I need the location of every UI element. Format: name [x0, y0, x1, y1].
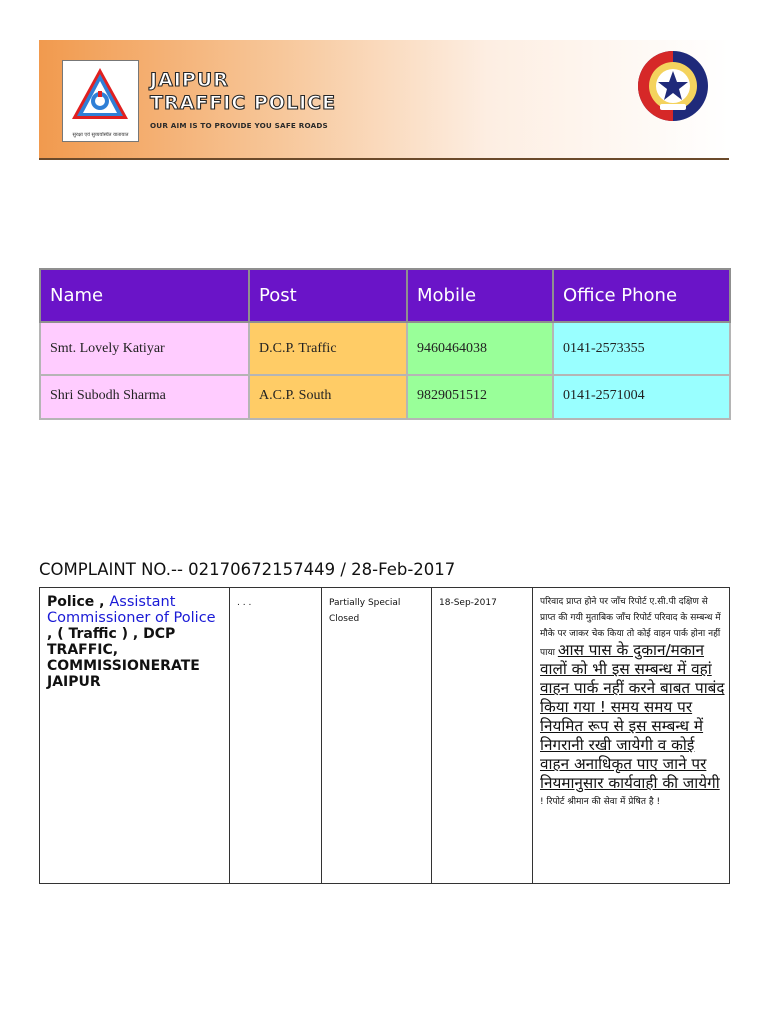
- table-row: [40, 588, 730, 884]
- complaint-table: [39, 587, 730, 884]
- officer-post: A.C.P. South: [249, 375, 407, 419]
- traffic-police-logo: [62, 60, 139, 142]
- officer-name: Smt. Lovely Katiyar: [40, 322, 249, 375]
- brand-title-line2: TRAFFIC POLICE: [150, 92, 337, 114]
- logo-tagline: सुरक्षा एवं सुव्यवस्थित यातायात: [72, 132, 129, 138]
- officer-office-phone: 0141-2573355: [553, 322, 730, 375]
- traffic-police-triangle-logo-icon: [69, 65, 131, 123]
- table-row: [40, 322, 730, 375]
- complaint-remarks: [533, 588, 730, 884]
- header-name: Name: [40, 269, 249, 322]
- complaint-date: 18-Sep-2017: [432, 588, 533, 884]
- brand-tagline: OUR AIM IS TO PROVIDE YOU SAFE ROADS: [150, 121, 328, 130]
- complaint-status: Partially Special Closed: [322, 588, 432, 884]
- header-banner: [39, 40, 729, 160]
- officer-mobile: 9829051512: [407, 375, 553, 419]
- officers-table: [39, 268, 731, 420]
- officer-office-phone: 0141-2571004: [553, 375, 730, 419]
- complaint-number: COMPLAINT NO.-- 02170672157449 / 28-Feb-2017: [39, 560, 456, 579]
- officer-suffix: , ( Traffic ) , DCP TRAFFIC, COMMISSIONERATE JAIPUR: [47, 626, 200, 690]
- brand-title-line1: JAIPUR: [150, 69, 229, 91]
- officer-name: Shri Subodh Sharma: [40, 375, 249, 419]
- table-header-row: [40, 269, 730, 322]
- officer-mobile: 9460464038: [407, 322, 553, 375]
- assigned-officer: [40, 588, 230, 884]
- remarks-closing: ! रिपोर्ट श्रीमान की सेवा में प्रेषित है !: [540, 797, 661, 807]
- remarks-highlight: आस पास के दुकान/मकान वालों को भी इस सम्बन्ध में वहां वाहन पार्क नहीं करने बाबत पाबंद किया गया ! समय समय पर नियमित रूप से इस सम्बन्ध में निगरानी रखी जायेगी व कोई वाहन अनाधिकृत पाए जाने पर नियमानुसार कार्यवाही की जायेगी: [540, 641, 725, 792]
- officer-prefix: Police ,: [47, 594, 110, 610]
- remarks-intro: परिवाद प्राप्त होने पर जाँच रिपोर्ट ए.सी.पी दक्षिण से प्राप्त की गयी मुताबिक जाँच रिपोर्ट परिवाद के सम्बन्ध में मौके पर जाकर चेक किया तो कोई वाहन पार्क होना नहीं पाया: [540, 597, 721, 658]
- officer-designation-link[interactable]: Assistant Commissioner of Police: [47, 594, 216, 626]
- header-post: Post: [249, 269, 407, 322]
- complaint-col2: . . .: [230, 588, 322, 884]
- header-office-phone: Office Phone: [553, 269, 730, 322]
- officer-post: D.C.P. Traffic: [249, 322, 407, 375]
- table-row: [40, 375, 730, 419]
- header-mobile: Mobile: [407, 269, 553, 322]
- rajasthan-police-seal-icon: [636, 49, 710, 123]
